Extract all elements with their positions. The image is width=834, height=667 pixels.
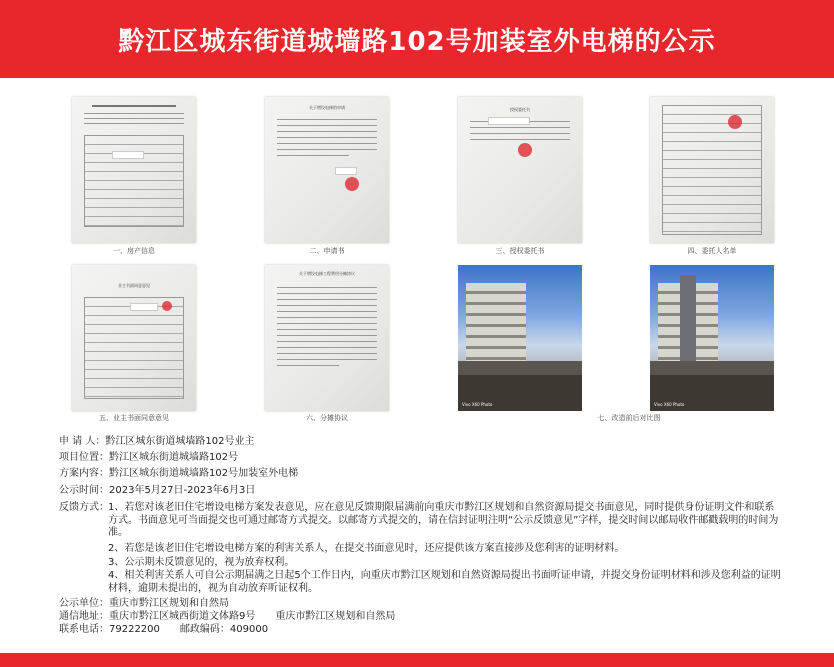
doc-line	[277, 149, 377, 150]
content-row	[59, 467, 298, 480]
photo-after[interactable]	[650, 265, 774, 411]
title-banner	[0, 0, 834, 78]
caption-7: 七、改造前后对比图	[597, 414, 661, 422]
doc-line	[470, 139, 570, 140]
doc-line	[84, 113, 184, 114]
canopy	[650, 361, 774, 375]
caption-5: 五、业主书面同意意见	[99, 414, 169, 422]
doc-line	[277, 323, 377, 324]
doc-line	[277, 137, 377, 138]
doc-line	[84, 123, 184, 124]
address-label: 通信地址：	[59, 611, 109, 622]
thumbnail-application[interactable]	[265, 97, 389, 243]
red-stamp	[345, 177, 359, 191]
content-value: 黔江区城东街道城墙路102号加装室外电梯	[109, 468, 299, 479]
caption-6: 六、分摊协议	[306, 414, 348, 422]
phone-row	[59, 623, 268, 636]
doc-line	[277, 305, 377, 306]
feedback-item-1: 1、若您对该老旧住宅增设电梯方案发表意见，应在意见反馈期限届满前向重庆市黔江区规划和自然资源局提交书面意见，同时提供身份证明文件和联系方式。书面意见可当面提交也可通过邮寄方式提交。以邮寄方式提交的，请在信封证明注明“公示反馈意见”字样，提交时间以邮局收件邮戳载明的时间为准。	[108, 502, 779, 538]
applicant-label: 申 请 人：	[59, 436, 106, 447]
doc-line	[277, 317, 377, 318]
period-row	[59, 484, 255, 497]
doc-line	[277, 335, 377, 336]
doc-line	[277, 365, 339, 366]
photo-before[interactable]	[458, 265, 582, 411]
doc-line	[84, 118, 184, 119]
doc-line	[277, 347, 377, 348]
doc-line	[277, 155, 349, 156]
redaction	[112, 151, 144, 159]
doc-line	[277, 143, 377, 144]
redaction	[130, 303, 158, 311]
doc-title: 业主书面同意意见	[118, 283, 150, 288]
red-stamp	[728, 115, 742, 129]
doc-table	[84, 297, 184, 399]
feedback-item-3: 3、公示期未反馈意见的，视为放弃权利。	[108, 557, 295, 568]
doc-title: 授权委托书	[510, 107, 530, 112]
location-label: 项目位置：	[59, 452, 109, 463]
redaction	[335, 167, 357, 175]
unit-row	[59, 597, 229, 610]
doc-title: 关于增设电梯工程费用分摊协议	[299, 271, 355, 276]
doc-heading-line	[92, 105, 176, 107]
doc-line	[277, 341, 377, 342]
redaction	[488, 117, 530, 125]
feedback-item-2: 2、若您是该老旧住宅增设电梯方案的利害关系人，在提交书面意见时，还应提供该方案直接涉及您利害的证明材料。	[108, 543, 625, 554]
doc-line	[277, 359, 377, 360]
phone-label: 联系电话：	[59, 624, 109, 635]
thumbnail-authorization[interactable]	[458, 97, 582, 243]
address-row	[59, 610, 395, 623]
thumbnail-cost-sharing[interactable]	[265, 265, 389, 411]
address-value: 重庆市黔江区城西街道文体路9号 重庆市黔江区规划和自然局	[109, 611, 396, 622]
doc-line	[470, 127, 570, 128]
doc-line	[277, 293, 377, 294]
doc-line	[277, 125, 377, 126]
doc-line	[277, 329, 377, 330]
feedback-item-4: 4、相关利害关系人可自公示期届满之日起5个工作日内，向重庆市黔江区规划和自然资源局提出书面听证申请，并提交身份证明材料和涉及您利益的证明材料，逾期未提出的，视为自动放弃听证权利。	[108, 570, 781, 594]
canopy	[458, 361, 582, 375]
doc-line	[277, 353, 377, 354]
photo-watermark: Vivo X60 Photo	[654, 402, 685, 407]
feedback-label: 反馈方式：	[59, 502, 109, 513]
doc-line	[277, 311, 377, 312]
elevator-shaft	[680, 275, 696, 375]
caption-2: 二、申请书	[309, 247, 345, 255]
phone-value: 79222200 邮政编码：409000	[109, 624, 269, 635]
unit-label: 公示单位：	[59, 598, 109, 609]
red-stamp	[162, 301, 172, 311]
red-stamp	[518, 143, 532, 157]
caption-1: 一、房产信息	[113, 247, 155, 255]
unit-value: 重庆市黔江区规划和自然局	[109, 598, 229, 609]
doc-title: 关于增设电梯的申请	[309, 105, 345, 110]
doc-line	[277, 287, 377, 288]
thumbnail-delegate-list[interactable]	[650, 97, 774, 243]
thumbnail-owner-consent[interactable]	[72, 265, 196, 411]
footer-bar	[0, 653, 834, 667]
doc-line	[277, 119, 377, 120]
location-value: 黔江区城东街道城墙路102号	[109, 452, 239, 463]
period-value: 2023年5月27日-2023年6月3日	[109, 485, 256, 496]
doc-line	[470, 133, 570, 134]
doc-table	[662, 105, 762, 235]
page-title: 黔江区城东街道城墙路102号加装室外电梯的公示	[118, 26, 716, 57]
content-label: 方案内容：	[59, 468, 109, 479]
applicant-value: 黔江区城东街道城墙路102号业主	[105, 436, 255, 447]
caption-3: 三、授权委托书	[495, 247, 545, 255]
doc-table	[84, 135, 184, 227]
building-windows	[466, 283, 526, 373]
doc-line	[277, 299, 377, 300]
location-row	[59, 451, 238, 464]
doc-line	[277, 131, 377, 132]
applicant-row	[59, 435, 254, 448]
photo-watermark: Vivo X60 Photo	[462, 402, 493, 407]
caption-4: 四、委托人名单	[687, 247, 737, 255]
period-label: 公示时间：	[59, 485, 109, 496]
thumbnail-property-info[interactable]	[72, 97, 196, 243]
